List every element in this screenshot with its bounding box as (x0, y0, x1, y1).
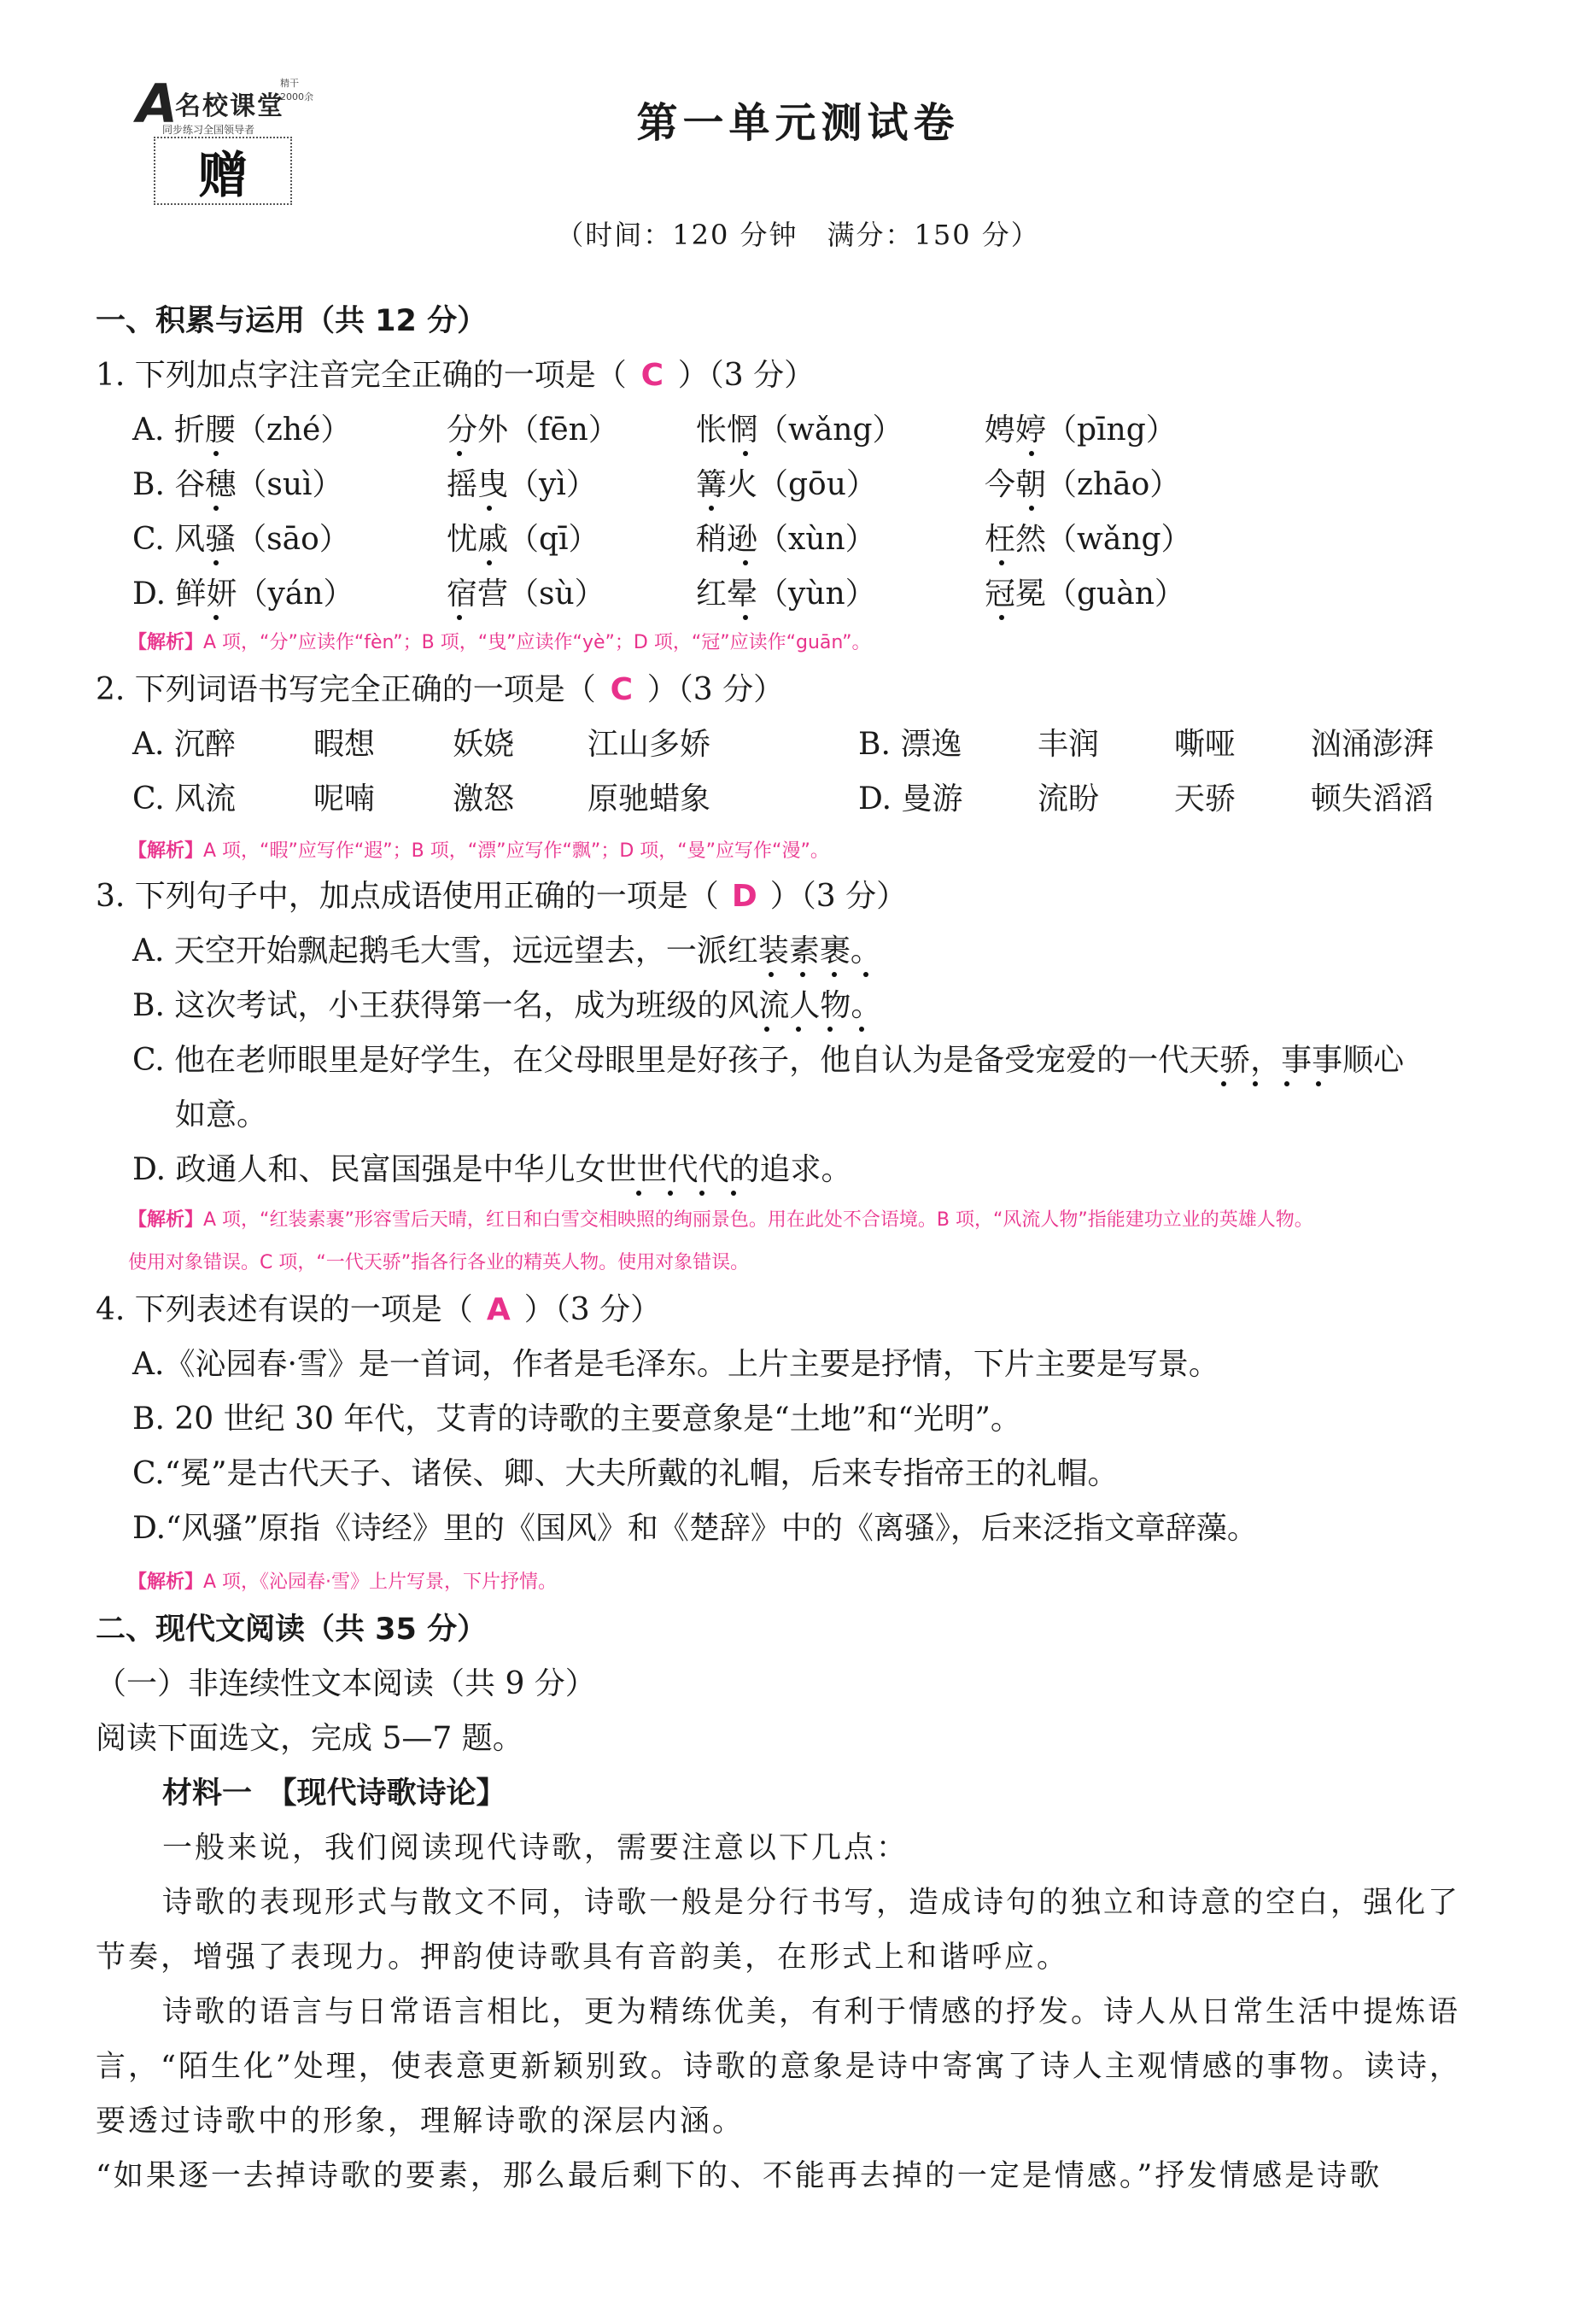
q1-option-d-2: 宿营（sù） (447, 576, 605, 612)
q1-option-b-2: 摇曳（yì） (447, 467, 597, 502)
q2-word: 江山多娇 (588, 727, 711, 762)
emphasis-dot (1029, 451, 1034, 456)
emphasis-dot (859, 1027, 864, 1032)
question-3-answer: D (731, 879, 757, 914)
emphasis-dot (1316, 1081, 1321, 1086)
emphasis-dot (1253, 1081, 1258, 1086)
emphasis-dot (709, 506, 714, 511)
page-title: 第一单元测试卷 (636, 99, 960, 147)
emphasis-dot (213, 615, 219, 620)
passage-line: 节奏，增强了表现力。押韵使诗歌具有音韵美，在形式上和谐呼应。 (96, 1940, 1070, 1975)
q2-word: A. 沉醉 (132, 727, 236, 762)
emphasis-dot (213, 506, 219, 511)
q4-explanation (128, 1568, 557, 1597)
emphasis-dot (863, 972, 868, 977)
emphasis-dot (731, 1191, 736, 1196)
question-1-stem-text: 1. 下列加点字注音完全正确的一项是（ (96, 358, 627, 393)
emphasis-dot (800, 972, 805, 977)
q1-option-c-4: 枉然（wǎng） (985, 522, 1192, 557)
q1-option-c-1: C. 风骚（sāo） (132, 522, 350, 557)
passage-line: 言，“陌生化”处理，使表意更新颖别致。诗歌的意象是诗中寄寓了诗人主观情感的事物。读诗， (96, 2050, 1462, 2084)
q4-option-a: A.《沁园春·雪》是一首词，作者是毛泽东。上片主要是抒情，下片主要是写景。 (132, 1347, 1219, 1382)
q2-word: 暇想 (313, 727, 376, 762)
explanation-tag: 【解析】 (128, 632, 204, 653)
q2-word: 嘶哑 (1174, 727, 1236, 762)
q1-option-d-4: 冠冕（guàn） (985, 576, 1185, 612)
emphasis-dot (213, 451, 219, 456)
emphasis-dot (827, 1027, 833, 1032)
question-4-score: ）（3 分） (523, 1292, 662, 1327)
q1-option-d-3: 红晕（yùn） (696, 576, 876, 612)
q2-word: C. 风流 (132, 781, 237, 816)
passage-line: 要透过诗歌中的形象，理解诗歌的深层内涵。 (96, 2104, 745, 2139)
q1-option-a-2: 分外（fēn） (447, 413, 619, 448)
question-1-score: ）（3 分） (677, 358, 816, 393)
q3-option-b: B. 这次考试，小王获得第一名，成为班级的风流人物。 (132, 988, 882, 1023)
logo-slogan: 同步练习全国领导者 (162, 124, 255, 136)
q1-option-d-1: D. 鲜妍（yán） (132, 576, 354, 612)
logo-name: 名校课堂 (175, 91, 284, 121)
question-2-answer: C (610, 672, 633, 707)
logo-site: 精干2000余 (280, 78, 313, 102)
q3-explanation-text: A 项，“红装素裹”形容雪后天晴，红日和白雪交相映照的绚丽景色。用在此处不合语境。B 项，“风流人物”指能建功立业的英雄人物。 (203, 1209, 1313, 1231)
emphasis-dot (636, 1191, 641, 1196)
question-2-stem-text: 2. 下列词语书写完全正确的一项是（ (96, 672, 596, 707)
emphasis-dot (999, 560, 1004, 565)
emphasis-dot (743, 451, 748, 456)
q2-word: 激怒 (453, 781, 515, 816)
q1-option-c-3: 稍逊（xùn） (696, 522, 876, 557)
emphasis-dot (668, 1191, 673, 1196)
explanation-tag: 【解析】 (128, 1209, 204, 1231)
q4-option-c: C.“冕”是古代天子、诸侯、卿、大夫所戴的礼帽，后来专指帝王的礼帽。 (132, 1456, 1119, 1491)
emphasis-dot (457, 451, 462, 456)
q2-word: B. 漂逸 (858, 727, 962, 762)
material-title: 材料一 【现代诗歌诗论】 (162, 1776, 506, 1811)
emphasis-dot (213, 560, 219, 565)
q2-word: 流盼 (1038, 781, 1100, 816)
question-4-stem (96, 1290, 661, 1331)
question-4-stem-text: 4. 下列表述有误的一项是（ (96, 1292, 473, 1327)
q2-word: D. 曼游 (858, 781, 963, 816)
question-2-score: ）（3 分） (646, 672, 785, 707)
q3-option-c-continued: 如意。 (175, 1097, 268, 1133)
q1-option-b-3: 篝火（gōu） (696, 467, 877, 502)
explanation-tag: 【解析】 (128, 1571, 204, 1593)
q4-option-b: B. 20 世纪 30 年代，艾青的诗歌的主要意象是“土地”和“光明”。 (132, 1402, 1021, 1437)
q2-word: 汹涌澎湃 (1311, 727, 1435, 762)
q3-option-d: D. 政通人和、民富国强是中华儿女世世代代的追求。 (132, 1152, 852, 1187)
passage-line: 诗歌的表现形式与散文不同，诗歌一般是分行书写，造成诗句的独立和诗意的空白，强化了 (162, 1886, 1461, 1920)
q1-option-a-1: A. 折腰（zhé） (132, 413, 352, 448)
q2-word: 丰润 (1038, 727, 1100, 762)
q2-word: 原驰蜡象 (588, 781, 711, 816)
q3-option-a: A. 天空开始飘起鹅毛大雪，远远望去，一派红装素裹。 (132, 934, 881, 969)
question-1-stem (96, 355, 815, 396)
q2-word: 顿失滔滔 (1311, 781, 1435, 816)
passage-line: 一般来说，我们阅读现代诗歌，需要注意以下几点： (162, 1831, 909, 1865)
q2-explanation-text: A 项，“暇”应写作“遐”；B 项，“漂”应写作“飘”；D 项，“曼”应写作“漫”。 (203, 840, 829, 862)
emphasis-dot (999, 615, 1004, 620)
q1-option-a-3: 怅惘（wǎng） (696, 413, 903, 448)
subsection-heading: （一）非连续性文本阅读（共 9 分） (96, 1666, 596, 1701)
question-3-score: ）（3 分） (769, 879, 908, 914)
question-3-stem-text: 3. 下列句子中，加点成语使用正确的一项是（ (96, 879, 719, 914)
question-2-stem (96, 670, 784, 711)
emphasis-dot (487, 506, 492, 511)
q1-option-b-4: 今朝（zhāo） (985, 467, 1181, 502)
q3-explanation-line-1 (128, 1206, 1313, 1235)
gift-badge: 赠 (154, 137, 292, 205)
emphasis-dot (699, 1191, 704, 1196)
emphasis-dot (487, 560, 492, 565)
emphasis-dot (796, 1027, 801, 1032)
emphasis-dot (1284, 1081, 1289, 1086)
q3-explanation-line-2: 使用对象错误。C 项，“一代天骄”指各行各业的精英人物。使用对象错误。 (128, 1252, 750, 1273)
q1-option-c-2: 忧戚（qī） (447, 522, 599, 557)
reading-instruction: 阅读下面选文，完成 5—7 题。 (96, 1721, 523, 1756)
emphasis-dot (769, 972, 774, 977)
q2-word: 呢喃 (313, 781, 376, 816)
q3-option-c: C. 他在老师眼里是好学生，在父母眼里是好孩子，他自认为是备受宠爱的一代天骄，事事顺心 (132, 1043, 1405, 1078)
passage-line: “如果逐一去掉诗歌的要素，那么最后剩下的、不能再去掉的一定是情感。”抒发情感是诗歌 (96, 2159, 1383, 2193)
q1-explanation-text: A 项，“分”应读作“fèn”；B 项，“曳”应读作“yè”；D 项，“冠”应读作“guān”。 (203, 632, 871, 653)
q1-option-b-1: B. 谷穗（suì） (132, 467, 343, 502)
emphasis-dot (1221, 1081, 1226, 1086)
q1-explanation (128, 629, 871, 658)
emphasis-dot (457, 615, 462, 620)
q4-explanation-text: A 项，《沁园春·雪》上片写景，下片抒情。 (203, 1571, 558, 1593)
emphasis-dot (743, 615, 748, 620)
q2-word: 天骄 (1174, 781, 1236, 816)
emphasis-dot (832, 972, 837, 977)
explanation-tag: 【解析】 (128, 840, 204, 862)
logo-letter: A (137, 73, 178, 135)
passage-line: 诗歌的语言与日常语言相比，更为精练优美，有利于情感的抒发。诗人从日常生活中提炼语 (162, 1995, 1461, 2029)
q2-word: 妖娆 (453, 727, 515, 762)
emphasis-dot (743, 560, 748, 565)
exam-info: （时间：120 分钟 满分：150 分） (556, 219, 1040, 251)
emphasis-dot (1029, 506, 1034, 511)
emphasis-dot (764, 1027, 769, 1032)
section-heading-1: 一、积累与运用（共 12 分） (96, 304, 488, 338)
q1-option-a-4: 娉婷（pīng） (985, 413, 1177, 448)
question-1-answer: C (640, 358, 664, 393)
question-3-stem (96, 876, 907, 917)
question-4-answer: A (486, 1292, 511, 1327)
q4-option-d: D.“风骚”原指《诗经》里的《国风》和《楚辞》中的《离骚》，后来泛指文章辞藻。 (132, 1511, 1258, 1546)
q2-explanation (128, 837, 829, 866)
section-heading-2: 二、现代文阅读（共 35 分） (96, 1612, 488, 1647)
